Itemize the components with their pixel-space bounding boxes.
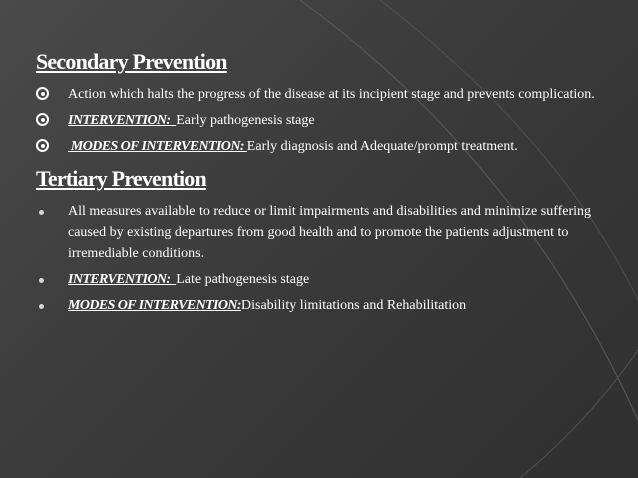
target-bullet-icon bbox=[36, 113, 49, 126]
target-bullet-icon bbox=[36, 87, 49, 100]
item-text: Early diagnosis and Adequate/prompt treatment. bbox=[246, 139, 518, 154]
dot-bullet-icon bbox=[39, 278, 44, 283]
secondary-prevention-heading: Secondary Prevention bbox=[36, 49, 227, 74]
dot-bullet-icon bbox=[39, 210, 44, 215]
item-label: INTERVENTION: bbox=[68, 272, 177, 287]
list-item bbox=[36, 269, 616, 290]
target-bullet-icon bbox=[36, 139, 49, 152]
item-label: MODES OF INTERVENTION: bbox=[68, 139, 247, 154]
list-item bbox=[36, 110, 616, 131]
dot-bullet-icon bbox=[39, 304, 44, 309]
item-label: MODES OF INTERVENTION: bbox=[68, 298, 241, 313]
item-text: Late pathogenesis stage bbox=[176, 272, 310, 287]
item-label: INTERVENTION: bbox=[68, 113, 177, 128]
tertiary-prevention-heading: Tertiary Prevention bbox=[36, 166, 206, 191]
tertiary-prevention-list bbox=[36, 201, 616, 316]
list-item bbox=[36, 295, 616, 316]
list-item bbox=[36, 201, 616, 264]
slide-content bbox=[36, 48, 616, 321]
item-text: Disability limitations and Rehabilitation bbox=[241, 298, 467, 313]
list-item bbox=[36, 136, 616, 157]
item-text: All measures available to reduce or limit impairments and disabilities and minimize suffering caused by existing departures from good health and to promote the patients adjustment to irremediable conditions. bbox=[68, 204, 592, 261]
secondary-prevention-list bbox=[36, 84, 616, 157]
item-text: Early pathogenesis stage bbox=[176, 113, 315, 128]
list-item bbox=[36, 84, 616, 105]
item-text: Action which halts the progress of the disease at its incipient stage and prevents complication. bbox=[68, 87, 595, 102]
